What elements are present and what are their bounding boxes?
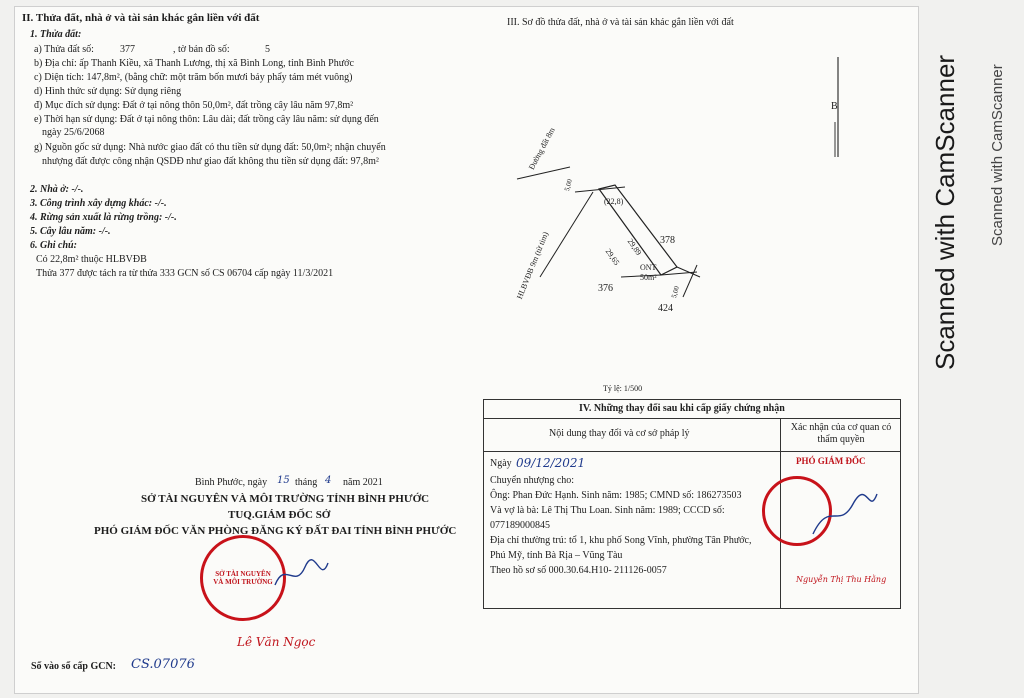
watermark-small — [985, 10, 1021, 250]
authority-column-header: Xác nhận của cơ quan có thẩm quyền — [790, 422, 892, 445]
signature-left — [270, 555, 330, 595]
edge-length-2: 29,65 — [603, 247, 622, 267]
change-date-label: Ngày — [490, 458, 512, 469]
watermark-large — [930, 10, 970, 370]
note-line-2: Thửa 377 được tách ra từ thửa 333 GCN số CS 06704 cấp ngày 11/3/2021 — [36, 268, 334, 279]
signature-right — [809, 490, 879, 540]
issuing-authority: SỞ TÀI NGUYÊN VÀ MÔI TRƯỜNG TỈNH BÌNH PHƯỚC — [141, 493, 430, 505]
map-sheet-label: , tờ bản đồ số: — [173, 44, 230, 55]
construction-item: 3. Công trình xây dựng khác: -/-. — [30, 198, 167, 209]
watermark-text-large: Scanned with CamScanner — [930, 54, 960, 370]
signer-position: PHÓ GIÁM ĐỐC VĂN PHÒNG ĐĂNG KÝ ĐẤT ĐAI TỈNH BÌNH PHƯỚC — [94, 525, 457, 537]
seal-text: SỞ TÀI NGUYÊN VÀ MÔI TRƯỜNG — [213, 570, 273, 586]
registry-label: Số vào sổ cấp GCN: — [31, 661, 117, 672]
issue-date-prefix: Bình Phước, ngày — [195, 477, 268, 488]
change-line-4: 077189000845 — [490, 520, 550, 531]
notes-heading: 6. Ghi chú: — [30, 240, 77, 251]
usage-form-line: d) Hình thức sử dụng: Sử dụng riêng — [34, 86, 182, 97]
parcel-378-label: 378 — [660, 235, 675, 246]
changes-column-header: Nội dung thay đổi và cơ sở pháp lý — [549, 428, 690, 439]
changes-table — [483, 399, 901, 609]
change-line-6: Phú Mỹ, tỉnh Bà Rịa – Vũng Tàu — [490, 550, 623, 561]
parcel-number: 377 — [120, 44, 135, 55]
issue-day: 15 — [277, 475, 290, 486]
certificate-page — [14, 6, 919, 694]
section3-title: III. Sơ đồ thửa đất, nhà ở và tài sản khác gắn liền với đất — [507, 17, 734, 28]
section2-sub1: 1. Thửa đất: — [30, 29, 82, 40]
usage-term-line-2: ngày 25/6/2068 — [42, 127, 105, 138]
edge-length-4: 5,00 — [670, 285, 681, 300]
address-line: b) Địa chỉ: ấp Thanh Kiều, xã Thanh Lương, thị xã Bình Long, tỉnh Bình Phước — [34, 58, 354, 69]
change-line-7: Theo hồ sơ số 000.30.64.H10- 211126-0057 — [490, 565, 667, 576]
parcel-376-label: 376 — [598, 283, 613, 294]
section2-title: II. Thửa đất, nhà ở và tài sản khác gắn liền với đất — [22, 12, 260, 24]
note-line-1: Có 22,8m² thuộc HLBVĐB — [36, 254, 147, 265]
usage-term-line: e) Thời hạn sử dụng: Đất ở tại nông thôn: Lâu dài; đất trồng cây lâu năm: sử dụng đến — [34, 114, 379, 125]
origin-line-2: nhượng đất được công nhận QSDĐ như giao đất không thu tiền sử dụng đất: 97,8m² — [42, 156, 379, 167]
parcel-diagram — [485, 157, 715, 327]
parcel-424-label: 424 — [658, 303, 673, 314]
north-arrow — [823, 47, 853, 167]
stamp-title: PHÓ GIÁM ĐỐC — [796, 456, 866, 466]
corridor-area: (22,8) — [604, 197, 624, 206]
road-label: Đường đất 8m — [527, 126, 557, 172]
registry-number: CS.07076 — [131, 657, 195, 672]
area-line: c) Diện tích: 147,8m², (bằng chữ: một trăm bốn mươi bảy phẩy tám mét vuông) — [34, 72, 353, 83]
stamp-signer: Nguyễn Thị Thu Hằng — [796, 575, 887, 584]
edge-length-3: 5,00 — [563, 178, 574, 193]
signer-name: Lê Văn Ngọc — [237, 635, 316, 649]
issue-year: năm 2021 — [343, 477, 383, 488]
map-sheet-number: 5 — [265, 44, 270, 55]
perennial-item: 5. Cây lâu năm: -/-. — [30, 226, 111, 237]
section4-title: IV. Những thay đổi sau khi cấp giấy chứng nhận — [579, 403, 785, 414]
forest-item: 4. Rừng sản xuất là rừng trồng: -/-. — [30, 212, 177, 223]
map-scale: Tỷ lệ: 1/500 — [603, 384, 643, 393]
ont-label: ONT — [640, 263, 657, 272]
change-line-3: Và vợ là bà: Lê Thị Thu Loan. Sinh năm: 1989; CCCD số: — [490, 505, 725, 516]
north-label: B — [831, 101, 838, 112]
change-date: 09/12/2021 — [516, 456, 586, 470]
authorization-title: TUQ.GIÁM ĐỐC SỞ — [228, 509, 331, 521]
issue-month-label: tháng — [295, 477, 318, 488]
change-line-5: Địa chỉ thường trú: tổ 1, khu phố Song Vĩnh, phường Tân Phước, — [490, 535, 752, 546]
change-line-1: Chuyển nhượng cho: — [490, 475, 575, 486]
edge-length-1: 29,89 — [625, 237, 644, 257]
origin-line: g) Nguồn gốc sử dụng: Nhà nước giao đất có thu tiền sử dụng đất: 50,0m²; nhận chuyển — [34, 142, 386, 153]
issue-month: 4 — [325, 475, 332, 486]
usage-purpose-line: đ) Mục đích sử dụng: Đất ở tại nông thôn 50,0m², đất trồng cây lâu năm 97,8m² — [34, 100, 354, 111]
parcel-number-label: a) Thửa đất số: — [34, 44, 94, 55]
ont-area: 50m² — [640, 273, 657, 282]
watermark-text-small: Scanned with CamScanner — [989, 64, 1006, 246]
change-line-2: Ông: Phan Đức Hạnh. Sinh năm: 1985; CMND số: 186273503 — [490, 490, 742, 501]
road-corridor-label: HLBVĐB 9m (từ tim) — [515, 230, 551, 301]
house-item: 2. Nhà ở: -/-. — [30, 184, 84, 195]
